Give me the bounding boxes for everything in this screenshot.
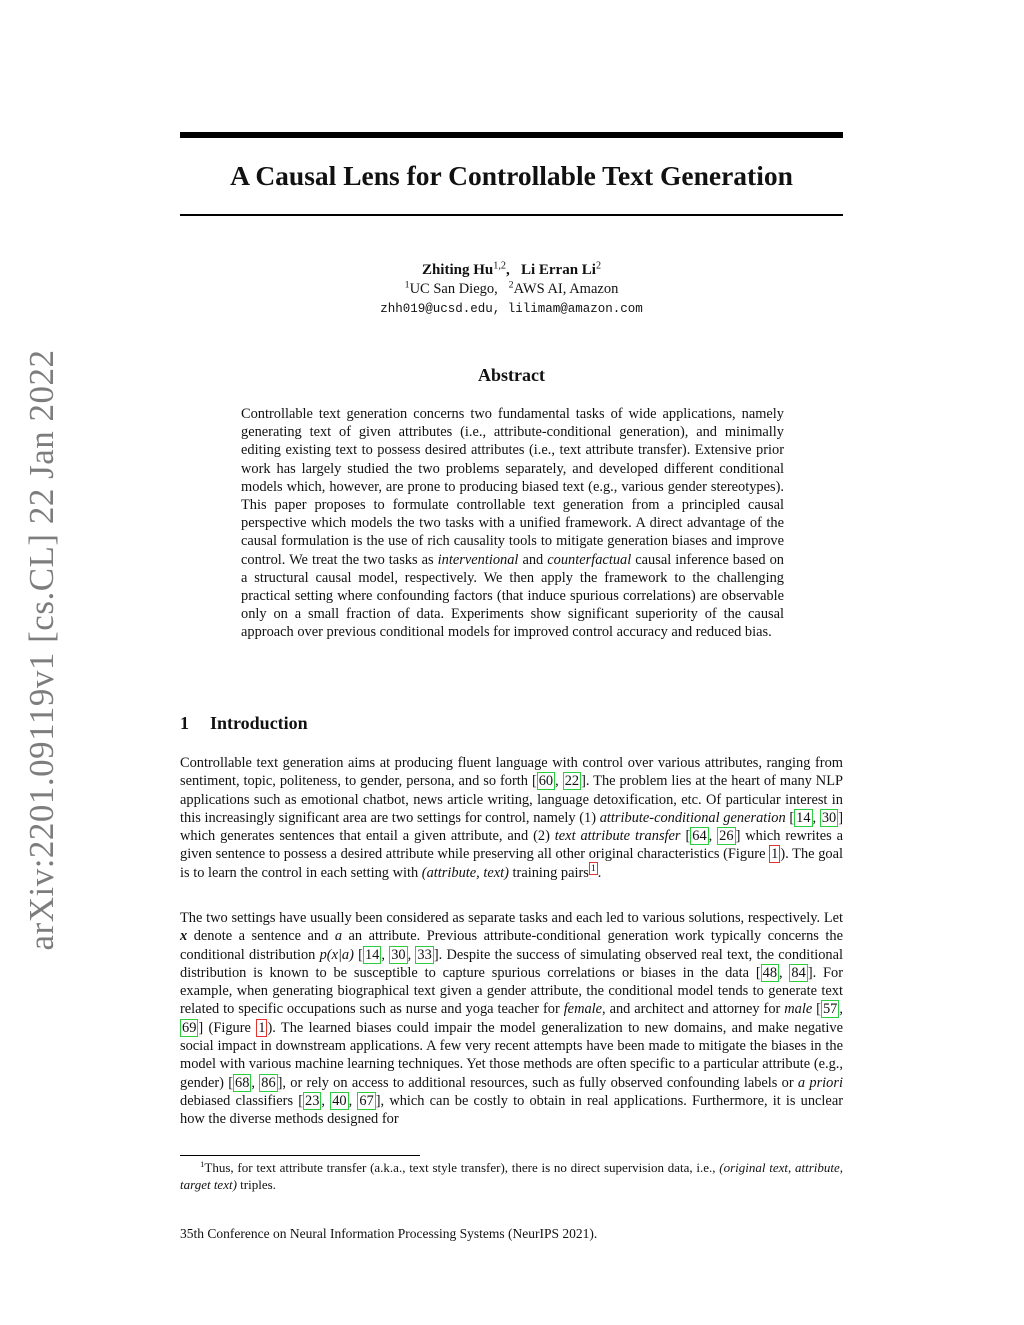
paper-title: A Causal Lens for Controllable Text Generation xyxy=(230,160,793,191)
section-heading-introduction xyxy=(180,713,308,734)
citation-link[interactable]: 60 xyxy=(538,773,554,790)
citation-link[interactable]: 68 xyxy=(235,1074,250,1091)
author-separator: , xyxy=(505,262,510,278)
author-list xyxy=(180,262,843,279)
author-name: Zhiting Hu xyxy=(421,262,494,278)
section-number: 1 xyxy=(180,713,189,733)
citation-link[interactable]: 30 xyxy=(821,809,837,826)
footnote-reference-link[interactable]: 1 xyxy=(590,863,596,875)
footnote: $^1$Thus, for text attribute transfer (a.k.a., text style transfer), there is no direct supervision data, i.e., (original text, attribute, target text) triples. xyxy=(180,1159,843,1192)
citation-link[interactable]: 69 xyxy=(182,1019,197,1036)
footnote-marker: 1 xyxy=(200,1159,205,1170)
abstract-text: Controllable text generation concerns two fundamental tasks of wide applications, namely generating text of given attributes (i.e., attribute-conditional generation), and minimally editing existing text to possess desired attributes (i.e., text attribute transfer). Extensive prior work has largely studied the two problems separately, and developed different conditional models which, however, are prone to producing biased text (e.g., various gender stereotypes). This paper proposes to formulate controllable text generation from a principled causal perspective which models the two tasks with a unified framework. A direct advantage of the causal formulation is the use of rich causality tools to mitigate generation biases and improve control. We treat the two tasks as interventional and counterfactual causal inference based on a structural causal model, respectively. We then apply the framework to the challenging practical setting where confounding factors (that induce spurious correlations) are observable only on a small fraction of data. Experiments show significant superiority of the causal approach over previous conditional models for improved control accuracy and reduced bias. xyxy=(241,406,784,641)
citation-link[interactable]: 84 xyxy=(791,964,806,981)
author-name: Li Erran Li xyxy=(520,262,596,278)
affiliation: UC San Diego, xyxy=(409,281,498,297)
citation-link[interactable]: 14 xyxy=(796,809,811,826)
citation-link[interactable]: 67 xyxy=(359,1092,374,1109)
citation-link[interactable]: 64 xyxy=(692,828,707,845)
citation-link[interactable]: 30 xyxy=(391,946,406,963)
citation-link[interactable]: 22 xyxy=(564,773,580,790)
citation-link[interactable]: 40 xyxy=(332,1092,347,1109)
author-superscript: 2 xyxy=(595,260,602,272)
author-emails: zhh019@ucsd.edu, lilimam@amazon.com xyxy=(380,302,643,316)
arxiv-identifier: arXiv:2201.09119v1 [cs.CL] 22 Jan 2022 xyxy=(22,349,61,951)
intro-paragraph-2: The two settings have usually been considered as separate tasks and each led to various solutions, respectively. Let x denote a sentence and a an attribute. Previous attribute-conditional generation work typically concerns the conditional distribution p(x|a) [ 14 , 30 , 33 ]. Despite the success of simulating observed real text, the conditional distribution is known to be susceptible to capture spurious correlations or biases in the data [ 48 , 84 ]. For example, when generating biographical text given a gender attribute, the conditional model tends to generate text related to specific occupations such as nurse and yoga teacher for female, and architect and attorney for male [ 57 , 69 ] (Figure 1 ). The learned biases could impair the model generalization to new domains, and make negative social impact in downstream applications. A few very recent attempts have been made to mitigate the biases in the model with various machine learning techniques. Yet those methods are often specific to a particular attribute (e.g., gender) [ 68 , 86 ], or rely on access to additional resources, such as fully observed confounding labels or a priori debiased classifiers [ 23 , 40 , 67 ], which can be costly to obtain in real applications. Furthermore, it is unclear how the diverse methods designed for xyxy=(180,910,844,1128)
abstract-heading: Abstract xyxy=(478,365,545,385)
citation-link[interactable]: 57 xyxy=(822,1001,838,1018)
math-symbol: x xyxy=(180,928,188,945)
citation-link[interactable]: 23 xyxy=(305,1092,320,1109)
title-rule-bottom xyxy=(180,214,843,216)
affiliation-superscript: 1 xyxy=(404,279,410,291)
intro-paragraph-1: Controllable text generation aims at producing fluent language with control over various attributes, ranging from sentiment, topic, politeness, to gender, persona, and so forth [ 60 , 22 ]. The problem lies at the heart of many NLP applications such as emotional chatbot, news article writing, language detoxification, etc. Of particular interest in this increasingly significant area are two settings for control, namely (1) attribute-conditional generation [ 14 , 30 ] which generates sentences that entail a given attribute, and (2) text attribute transfer [ 64 , 26 ] which rewrites a given sentence to possess a desired attribute while preserving all other original characteristics (Figure 1 ). The goal is to learn the control in each setting with (attribute, text) training pairs $^1$ . xyxy=(180,755,844,881)
figure-reference-link[interactable]: 1 xyxy=(771,846,779,863)
figure-reference-link[interactable]: 1 xyxy=(258,1019,266,1036)
citation-link[interactable]: 14 xyxy=(364,946,380,963)
section-title: Introduction xyxy=(210,713,308,733)
conference-note: 35th Conference on Neural Information Processing Systems (NeurIPS 2021). xyxy=(180,1226,598,1241)
title-rule-top xyxy=(180,132,843,138)
affiliations xyxy=(180,281,843,298)
citation-link[interactable]: 33 xyxy=(417,946,432,963)
math-expression: p(x|a) xyxy=(319,946,354,963)
footnote-rule xyxy=(180,1155,420,1156)
citation-link[interactable]: 26 xyxy=(719,828,734,845)
math-symbol: a xyxy=(334,928,343,945)
citation-link[interactable]: 86 xyxy=(261,1074,276,1091)
affiliation: AWS AI, Amazon xyxy=(513,281,619,297)
author-superscript: 1,2 xyxy=(493,260,506,272)
citation-link[interactable]: 48 xyxy=(762,964,778,981)
affiliation-superscript: 2 xyxy=(508,279,514,291)
